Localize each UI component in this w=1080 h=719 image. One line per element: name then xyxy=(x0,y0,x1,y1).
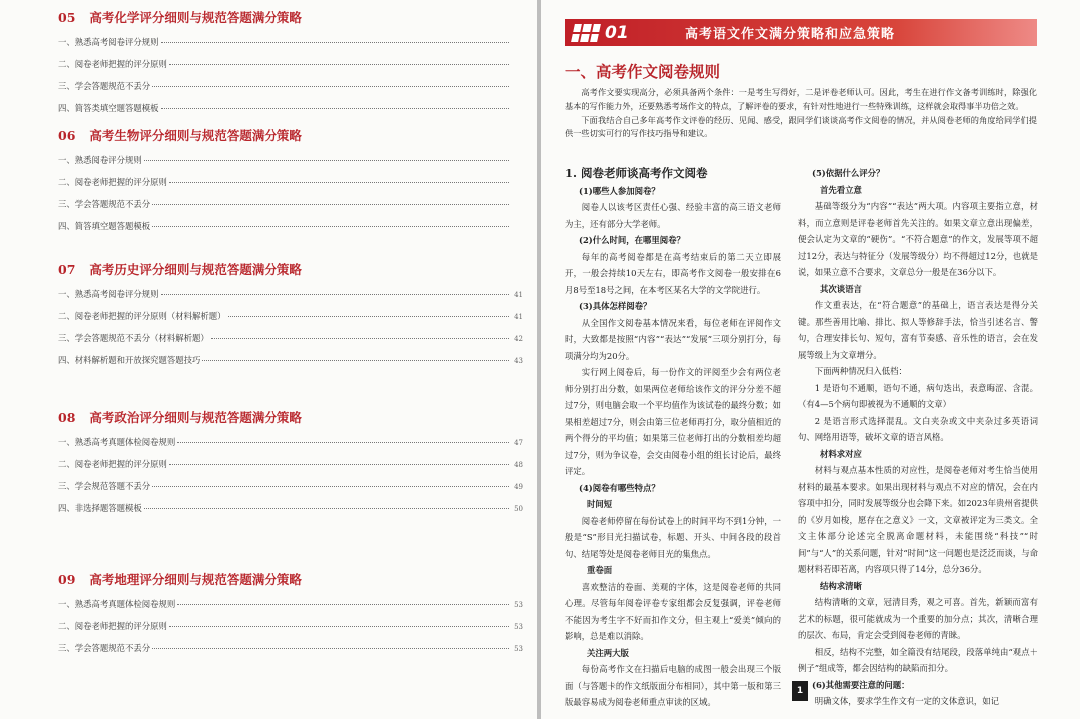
toc-section-title xyxy=(58,128,523,144)
toc-entry-page: 42 xyxy=(514,335,523,343)
intro-paragraph: 高考作文要实现高分，必须具备两个条件：一是考生写得好，二是评卷老师认可。因此，考生在进行作文备考训练时，除强化基本的写作能力外，还要熟悉考场作文的特点，了解评卷的要求，有针对性地进行一些特殊训练，这样就会取得事半功倍之效。 xyxy=(565,87,1037,111)
dot-leader xyxy=(152,204,509,205)
banner-grid-icon xyxy=(571,24,601,42)
dot-leader xyxy=(177,604,509,605)
toc-entry-label: 一、熟悉高考真题体检阅卷规则 xyxy=(58,437,176,447)
toc-section-number: 06 xyxy=(58,128,76,143)
toc-entry-label: 四、材料解析题和开放探究题答题技巧 xyxy=(58,355,201,365)
dot-leader xyxy=(161,42,510,43)
dot-leader xyxy=(161,108,510,109)
toc-entry[interactable] xyxy=(58,198,523,220)
toc-entry[interactable] xyxy=(58,598,523,620)
toc-entry-label: 二、阅卷老师把握的评分原则 xyxy=(58,621,167,631)
dot-leader xyxy=(169,464,509,465)
body-paragraph: 明确文体，要求学生作文有一定的文体意识，如记 xyxy=(814,696,1000,706)
dot-leader xyxy=(152,648,509,649)
item-heading: (1)哪些人参加阅卷？ xyxy=(579,185,660,196)
body-paragraph: 2 是语言形式选择混乱。文白夹杂或文中夹杂过多英语词句、网络用语等，破坏文章的语言风格。 xyxy=(798,415,1038,442)
section-heading: 一、高考作文阅卷规则 xyxy=(565,62,721,81)
body-paragraph: 基础等级分为“内容”“表达”两大项。内容项主要指立意，材料，而立意则是评卷老师首先关注的。如果文章立意出现偏差，便会认定为文章的“硬伤”。“不符合题意”的作文，发展等项不超过12分，表达与特征分（发展等级分）均不得超过12分，也就是说，如果立意不合要求，文章总分一般是在36分以下。 xyxy=(798,201,1038,277)
toc-entry-page: 43 xyxy=(514,357,523,365)
toc-entry-page: 41 xyxy=(514,291,523,299)
toc-section-number: 05 xyxy=(58,10,76,25)
toc-entry-label: 二、阅卷老师把握的评分原则 xyxy=(58,59,167,69)
body-paragraph: 相反，结构不完整，如全篇没有结尾段，段落单纯由“观点＋例子”组成等，都会因结构的缺陷而扣分。 xyxy=(798,646,1038,673)
toc-entry[interactable] xyxy=(58,310,523,332)
toc-section xyxy=(58,10,523,124)
item-heading: 材料求对应 xyxy=(820,448,862,459)
body-paragraph: 1 是语句不通顺，语句不通，病句迭出，表意晦涩、含混。（有4—5个病句即被视为不通顺的文章） xyxy=(798,382,1038,409)
body-paragraph: 下面两种情况归入低档： xyxy=(814,366,907,376)
toc-entry[interactable] xyxy=(58,176,523,198)
toc-section-number: 09 xyxy=(58,572,76,587)
intro-paragraph: 下面我结合自己多年高考作文评卷的经历、见闻、感受，跟同学们谈谈高考作文阅卷的情况，并从阅卷老师的角度给同学们提供一些切实可行的写作技巧指导和建议。 xyxy=(565,114,1037,139)
dot-leader xyxy=(152,226,509,227)
dot-leader xyxy=(144,508,509,509)
toc-entry[interactable] xyxy=(58,480,523,502)
item-heading: 结构求清晰 xyxy=(820,580,862,591)
body-paragraph: 结构清晰的文章，冠清目秀，观之可喜。首先，新颖而富有艺术的标题，很可能就成为一个重要的加分点；其次，清晰合理的层次、布局，肯定会受到阅卷老师的青睐。 xyxy=(798,597,1038,640)
toc-entry[interactable] xyxy=(58,354,523,376)
toc-entry[interactable] xyxy=(58,458,523,480)
toc-section-label: 高考地理评分细则与规范答题满分策略 xyxy=(89,572,302,587)
toc-entry[interactable] xyxy=(58,80,523,102)
toc-section xyxy=(58,262,523,376)
toc-section-title xyxy=(58,10,523,26)
toc-entry[interactable] xyxy=(58,220,523,242)
toc-entry-page: 47 xyxy=(514,439,523,447)
item-heading: 时间短 xyxy=(587,499,613,509)
toc-entry-page: 53 xyxy=(514,601,523,609)
chapter-title: 高考语文作文满分策略和应急策略 xyxy=(685,27,896,42)
dot-leader xyxy=(152,486,509,487)
page-number: 1 xyxy=(792,681,808,701)
toc-section xyxy=(58,572,523,664)
toc-entry-label: 一、熟悉高考阅卷评分规则 xyxy=(58,289,159,299)
body-paragraph: 阅卷老师停留在每份试卷上的时间平均不到1分钟，一般是“S”形目光扫描试卷，标题、开头、中间各段的段首句、结尾等处是阅卷老师目光的集焦点。 xyxy=(565,515,781,559)
toc-section-title xyxy=(58,410,523,426)
dot-leader xyxy=(169,64,509,65)
toc-entry-label: 三、学会答题规范不丢分 xyxy=(58,643,151,653)
dot-leader xyxy=(177,442,509,443)
toc-entry[interactable] xyxy=(58,620,523,642)
toc-section-title xyxy=(58,572,523,588)
item-heading: 关注两大版 xyxy=(587,647,629,658)
body-paragraph: 喜欢整洁的卷面、美观的字体，这是阅卷老师的共同心理。尽管每年阅卷评卷专家组都会反复强调，评卷老师不能因为考生字不好而扣作文分，但主观上“爱美”倾向的影响，总是难以消除。 xyxy=(565,581,781,641)
toc-section-number: 07 xyxy=(58,262,76,277)
toc-entry[interactable] xyxy=(58,154,523,176)
body-paragraph: 从全国作文阅卷基本情况来看，每位老师在评阅作文时，大致都是按照“内容”“表达”“发展”三项分别打分，每项满分均为20分。 xyxy=(565,317,781,361)
toc-entry-page: 49 xyxy=(514,483,523,491)
toc-entry-label: 二、阅卷老师把握的评分原则（材料解析题） xyxy=(58,311,226,321)
body-paragraph: 每份高考作文在扫描后电脑的成图一般会出现三个版面（与答题卡的作文纸版面分布相同），其中第一版和第三版最容易成为阅卷老师重点审读的区域。 xyxy=(565,664,781,707)
chapter-banner xyxy=(565,19,1037,46)
toc-section xyxy=(58,128,523,242)
toc-entry-label: 三、学会答题规范不丢分 xyxy=(58,81,151,91)
toc-entry-label: 四、简答填空题答题模板 xyxy=(58,221,151,231)
toc-entry-page: 41 xyxy=(514,313,523,321)
toc-entry[interactable] xyxy=(58,102,523,124)
chapter-number: 01 xyxy=(605,22,629,43)
item-heading: (5)依据什么评分？ xyxy=(812,168,885,178)
text-column-right xyxy=(798,165,1038,710)
toc-entry-label: 三、学会答题规范不丢分 xyxy=(58,199,151,209)
dot-leader xyxy=(161,294,510,295)
toc-entry[interactable] xyxy=(58,502,523,524)
toc-entry-label: 二、阅卷老师把握的评分原则 xyxy=(58,177,167,187)
toc-section xyxy=(58,410,523,524)
toc-section-label: 高考化学评分细则与规范答题满分策略 xyxy=(89,10,302,25)
content-page xyxy=(541,0,1080,719)
item-heading: (3)具体怎样阅卷？ xyxy=(579,301,652,311)
toc-entry-page: 53 xyxy=(514,623,523,631)
toc-entry-label: 四、简答类填空题答题模板 xyxy=(58,103,159,113)
dot-leader xyxy=(169,182,509,183)
toc-entry-label: 一、熟悉阅卷评分规则 xyxy=(58,155,142,165)
toc-entry-label: 三、学会规范答题不丢分 xyxy=(58,481,151,491)
body-paragraph: 每年的高考阅卷都是在高考结束后的第二天立即展开，一般会持续10天左右，即高考作文阅卷一般安排在6月8号至18号之间，在本考区某名大学的文学院进行。 xyxy=(565,251,781,295)
body-paragraph: 材料与观点基本性质的对应性，是阅卷老师对考生恰当使用材料的最基本要求。如果出现材料与观点不对应的情况，会在内容项中扣分，同时发展等级分也会降下来。如2023年贵州省提供的《岁月如梭，愿存在之意义》一文，文章被评定为三类文。全文主体部分论述完全脱离命题材料，未能围绕“科技”“时间”与“人”的关系问题，针对“时间”这一问题也是泛泛而谈，与命题材料若即若离，内容项只得了14分，总分36分。 xyxy=(798,465,1038,574)
toc-entry[interactable] xyxy=(58,288,523,310)
dot-leader xyxy=(202,360,509,361)
body-paragraph: 作文重表达，在“符合题意”的基础上，语言表达是得分关键。那些善用比喻、排比、拟人等修辞手法，恰当引述名言、警句，合理安排长句、短句，富有节奏感、音乐性的语言，会在发展等级上为文章增分。 xyxy=(798,300,1038,360)
toc-entry-label: 四、非选择题答题模板 xyxy=(58,503,142,513)
toc-entry[interactable] xyxy=(58,332,523,354)
item-heading: (2)什么时间，在哪里阅卷？ xyxy=(579,235,685,245)
body-paragraph: 实行网上阅卷后，每一份作文的评阅至少会有两位老师分别打出分数，如果两位老师给该作文的评分分差不超过7分，则电脑会取一个平均值作为该试卷的最终分数；如果相差超过7分，则会由第三位老师再打分，取分值相近的两个得分的平均值；如果第三位老师打出的分数相差均超过7分，则为争议卷，会交由阅卷小组的组长讨论后，最终评定。 xyxy=(565,367,781,476)
toc-section-label: 高考生物评分细则与规范答题满分策略 xyxy=(89,128,302,143)
body-paragraph: 阅卷人以该考区责任心强、经验丰富的高三语文老师为主，还有部分大学老师。 xyxy=(565,202,781,229)
toc-entry-label: 一、熟悉高考真题体检阅卷规则 xyxy=(58,599,176,609)
toc-entry-label: 一、熟悉高考阅卷评分规则 xyxy=(58,37,159,47)
intro-text xyxy=(565,86,1037,141)
toc-entry[interactable] xyxy=(58,642,523,664)
text-column-left xyxy=(565,165,781,711)
item-heading: 重卷面 xyxy=(587,565,613,575)
toc-entry-page: 50 xyxy=(514,505,523,513)
toc-section-label: 高考政治评分细则与规范答题满分策略 xyxy=(89,410,302,425)
subsection-heading: 1. 阅卷老师谈高考作文阅卷 xyxy=(565,166,708,180)
dot-leader xyxy=(144,160,509,161)
item-heading: (4)阅卷有哪些特点？ xyxy=(579,482,660,493)
toc-entry[interactable] xyxy=(58,58,523,80)
toc-entry-page: 53 xyxy=(514,645,523,653)
toc-entry[interactable] xyxy=(58,436,523,458)
toc-page xyxy=(0,0,537,719)
toc-entry-page: 48 xyxy=(514,461,523,469)
dot-leader xyxy=(169,626,509,627)
toc-section-label: 高考历史评分细则与规范答题满分策略 xyxy=(89,262,302,277)
toc-entry[interactable] xyxy=(58,36,523,58)
dot-leader xyxy=(152,86,509,87)
item-heading: 其次谈语言 xyxy=(820,283,862,294)
toc-entry-label: 二、阅卷老师把握的评分原则 xyxy=(58,459,167,469)
dot-leader xyxy=(211,338,509,339)
item-heading: 首先看立意 xyxy=(820,184,862,195)
toc-section-title xyxy=(58,262,523,278)
toc-section-number: 08 xyxy=(58,410,76,425)
item-heading: (6)其他需要注意的问题： xyxy=(812,679,910,690)
toc-entry-label: 三、学会答题规范不丢分（材料解析题） xyxy=(58,333,209,343)
dot-leader xyxy=(228,316,510,317)
